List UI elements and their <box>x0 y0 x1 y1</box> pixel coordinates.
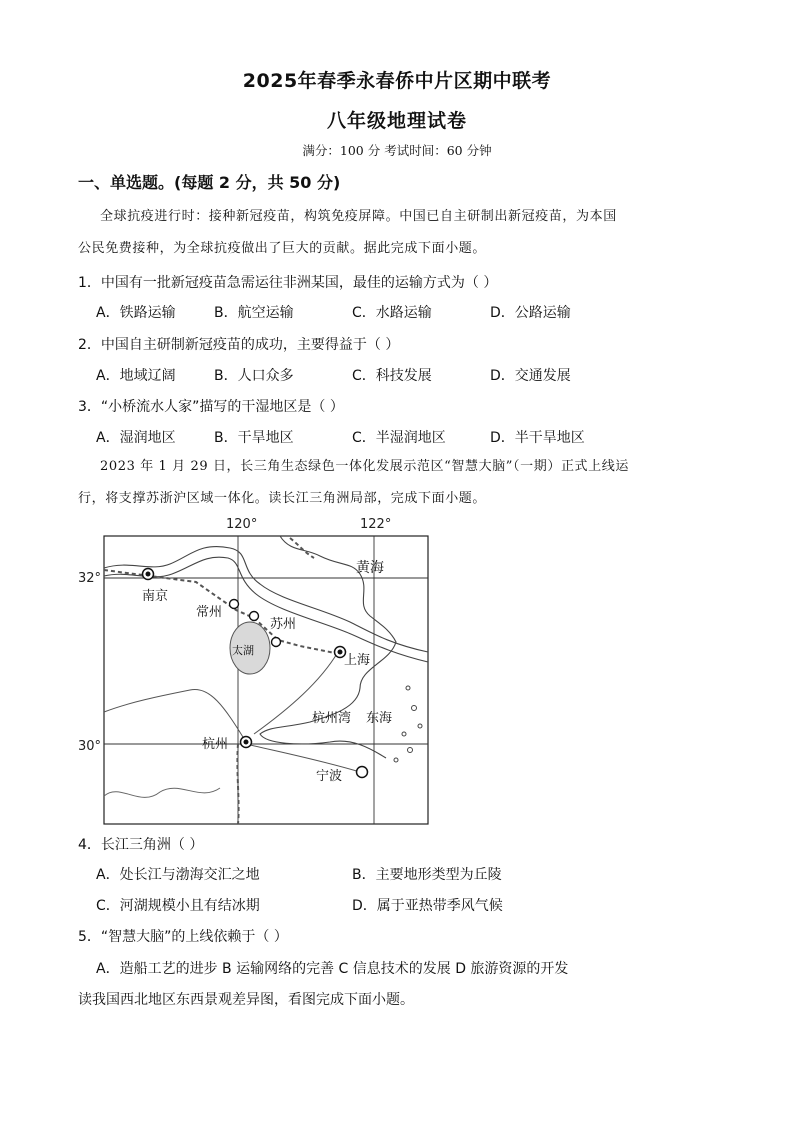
q3-option-b: B．干旱地区 <box>214 430 294 446</box>
label-huanghai: 黄海 <box>356 560 384 576</box>
exam-title: 2025年春季永春侨中片区期中联考 <box>242 70 552 92</box>
lat-label-32: 32° <box>78 571 102 586</box>
q1-option-d: D．公路运输 <box>490 305 571 321</box>
label-ningbo: 宁波 <box>316 769 343 784</box>
question-3: 3．“小桥流水人家”描写的干湿地区是（ ） <box>78 399 344 415</box>
q1-option-a: A．铁路运输 <box>96 305 176 321</box>
label-donghai: 东海 <box>366 711 393 726</box>
lon-label-122: 122° <box>360 517 392 532</box>
q3-option-c: C．半湿润地区 <box>352 430 446 446</box>
city-marker-suzhou <box>272 638 281 647</box>
city-dot-nanjing <box>146 572 151 577</box>
q3-option-d: D．半干旱地区 <box>490 430 585 446</box>
city-marker-wuxi <box>250 612 259 621</box>
city-dot-hangzhou <box>244 740 249 745</box>
q2-option-b: B．人口众多 <box>214 368 294 384</box>
passage2-line1: 2023 年 1 月 29 日，长三角生态绿色一体化发展示范区“智慧大脑”（一期）正式上线运 <box>100 459 629 474</box>
city-marker-changzhou <box>230 600 239 609</box>
city-dot-shanghai <box>338 650 343 655</box>
lon-label-120: 120° <box>226 517 258 532</box>
question-2: 2．中国自主研制新冠疫苗的成功，主要得益于（ ） <box>78 337 400 353</box>
q1-option-b: B．航空运输 <box>214 305 294 321</box>
question-5: 5．“智慧大脑”的上线依赖于（ ） <box>78 929 288 945</box>
label-nanjing: 南京 <box>142 589 169 604</box>
q1-option-c: C．水路运输 <box>352 305 432 321</box>
q2-option-a: A．地域辽阔 <box>96 368 176 384</box>
label-changzhou: 常州 <box>196 605 223 620</box>
section-heading: 一、单选题。(每题 2 分，共 50 分) <box>78 173 341 192</box>
label-taihu: 太湖 <box>232 644 254 657</box>
question-1: 1．中国有一批新冠疫苗急需运往非洲某国，最佳的运输方式为（ ） <box>78 275 498 291</box>
passage1-line2: 公民免费接种，为全球抗疫做出了巨大的贡献。据此完成下面小题。 <box>78 241 487 256</box>
q4-option-c: C．河湖规模小且有结冰期 <box>96 898 260 914</box>
lat-label-30: 30° <box>78 739 102 754</box>
q4-option-d: D．属于亚热带季风气候 <box>352 898 503 914</box>
q4-option-a: A．处长江与渤海交汇之地 <box>96 867 260 883</box>
label-hangzhou: 杭州 <box>202 737 229 752</box>
q2-option-c: C．科技发展 <box>352 368 432 384</box>
question-4: 4．长江三角洲（ ） <box>78 837 204 853</box>
passage1-line1: 全球抗疫进行时：接种新冠疫苗，构筑免疫屏障。中国已自主研制出新冠疫苗，为本国 <box>100 209 617 224</box>
q3-option-a: A．湿润地区 <box>96 430 176 446</box>
yangtze-delta-map <box>78 512 440 828</box>
exam-meta: 满分：100 分 考试时间：60 分钟 <box>302 143 492 158</box>
exam-subtitle: 八年级地理试卷 <box>326 110 467 132</box>
city-marker-ningbo <box>357 767 368 778</box>
q2-option-d: D．交通发展 <box>490 368 571 384</box>
map-frame <box>104 536 428 824</box>
q5-options: A．造船工艺的进步 B 运输网络的完善 C 信息技术的发展 D 旅游资源的开发 <box>96 961 569 977</box>
passage3-line1: 读我国西北地区东西景观差异图，看图完成下面小题。 <box>78 992 414 1008</box>
label-shanghai: 上海 <box>344 653 371 668</box>
label-suzhou: 苏州 <box>270 617 297 632</box>
q4-option-b: B．主要地形类型为丘陵 <box>352 867 502 883</box>
label-hangzhouwan: 杭州湾 <box>312 711 352 726</box>
passage2-line2: 行，将支撑苏浙沪区域一体化。读长江三角洲局部，完成下面小题。 <box>78 491 487 506</box>
